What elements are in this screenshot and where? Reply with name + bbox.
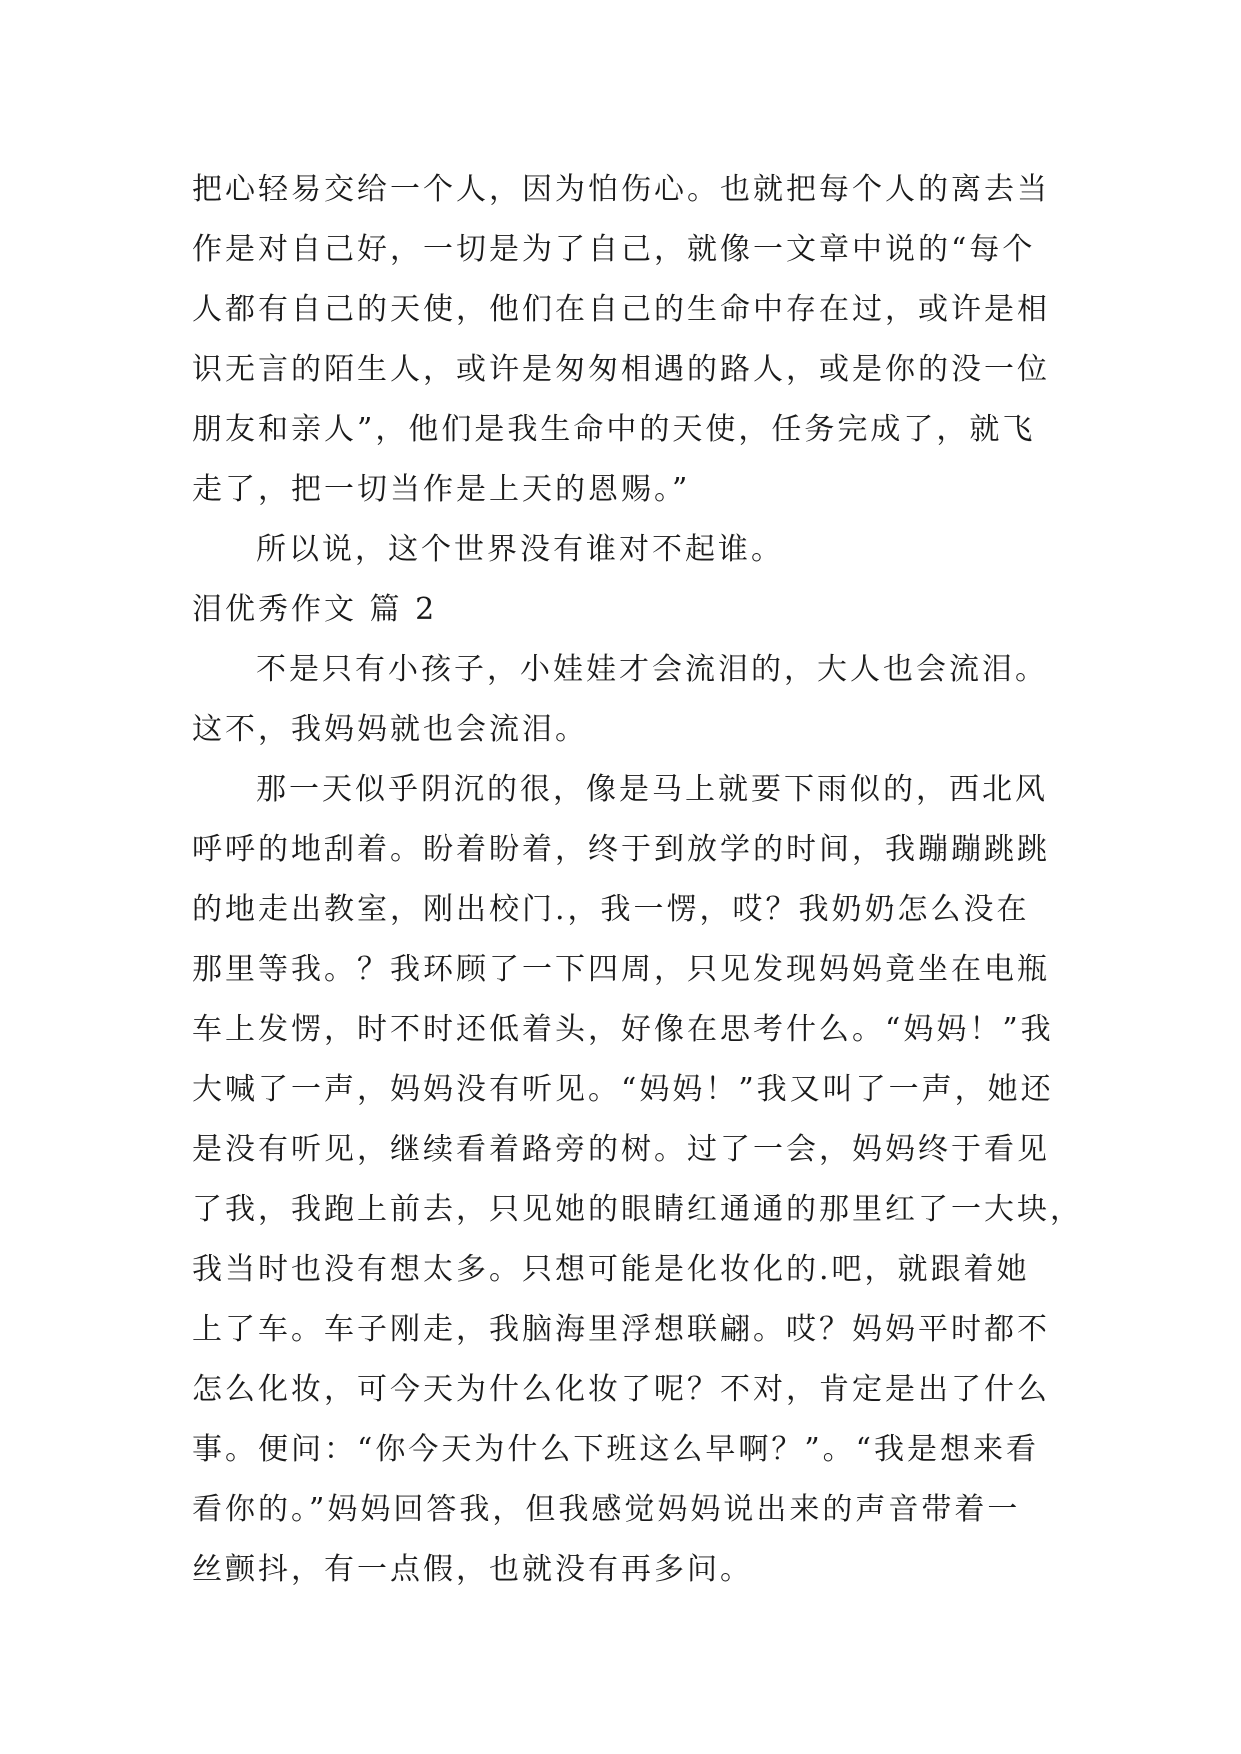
text-line: 作是对自己好，一切是为了自己，就像一文章中说的“每个: [192, 232, 1036, 267]
text-line: 是没有听见，继续看着路旁的树。过了一会，妈妈终于看见: [192, 1132, 1050, 1167]
text-line: 看你的。”妈妈回答我，但我感觉妈妈说出来的声音带着一: [192, 1492, 1021, 1527]
text-line: 了我，我跑上前去，只见她的眼睛红通通的那里红了一大块，: [192, 1192, 1083, 1227]
section-heading: 泪优秀作文 篇 2: [192, 592, 438, 627]
text-line: 丝颤抖，有一点假，也就没有再多问。: [192, 1552, 753, 1587]
text-line: 这不，我妈妈就也会流泪。: [192, 712, 588, 747]
text-line: 上了车。车子刚走，我脑海里浮想联翩。哎？妈妈平时都不: [192, 1312, 1050, 1347]
text-line: 那里等我。？我环顾了一下四周，只见发现妈妈竟坐在电瓶: [192, 952, 1050, 987]
text-line: 那一天似乎阴沉的很，像是马上就要下雨似的，西北风: [256, 772, 1048, 807]
text-line: 走了，把一切当作是上天的恩赐。”: [192, 472, 691, 507]
text-line: 朋友和亲人”，他们是我生命中的天使，任务完成了，就飞: [192, 412, 1036, 447]
text-line: 我当时也没有想太多。只想可能是化妆化的.吧，就跟着她: [192, 1252, 1030, 1287]
text-line: 的地走出教室，刚出校门.，我一愣，哎？我奶奶怎么没在: [192, 892, 1030, 927]
text-line: 大喊了一声，妈妈没有听见。“妈妈！”我又叫了一声，她还: [192, 1072, 1054, 1107]
text-line: 人都有自己的天使，他们在自己的生命中存在过，或许是相: [192, 292, 1050, 327]
text-line: 不是只有小孩子，小娃娃才会流泪的，大人也会流泪。: [256, 652, 1048, 687]
essay-text: [192, 160, 1092, 1600]
text-line: 事。便问：“你今天为什么下班这么早啊？”。“我是想来看: [192, 1432, 1040, 1467]
text-line: 车上发愣，时不时还低着头，好像在思考什么。“妈妈！”我: [192, 1012, 1054, 1047]
text-line: 识无言的陌生人，或许是匆匆相遇的路人，或是你的没一位: [192, 352, 1050, 387]
conclusion-line: 所以说，这个世界没有谁对不起谁。: [256, 532, 784, 567]
text-line: 把心轻易交给一个人，因为怕伤心。也就把每个人的离去当: [192, 172, 1050, 207]
text-line: 呼呼的地刮着。盼着盼着，终于到放学的时间，我蹦蹦跳跳: [192, 832, 1050, 867]
text-line: 怎么化妆，可今天为什么化妆了呢？不对，肯定是出了什么: [192, 1372, 1050, 1407]
